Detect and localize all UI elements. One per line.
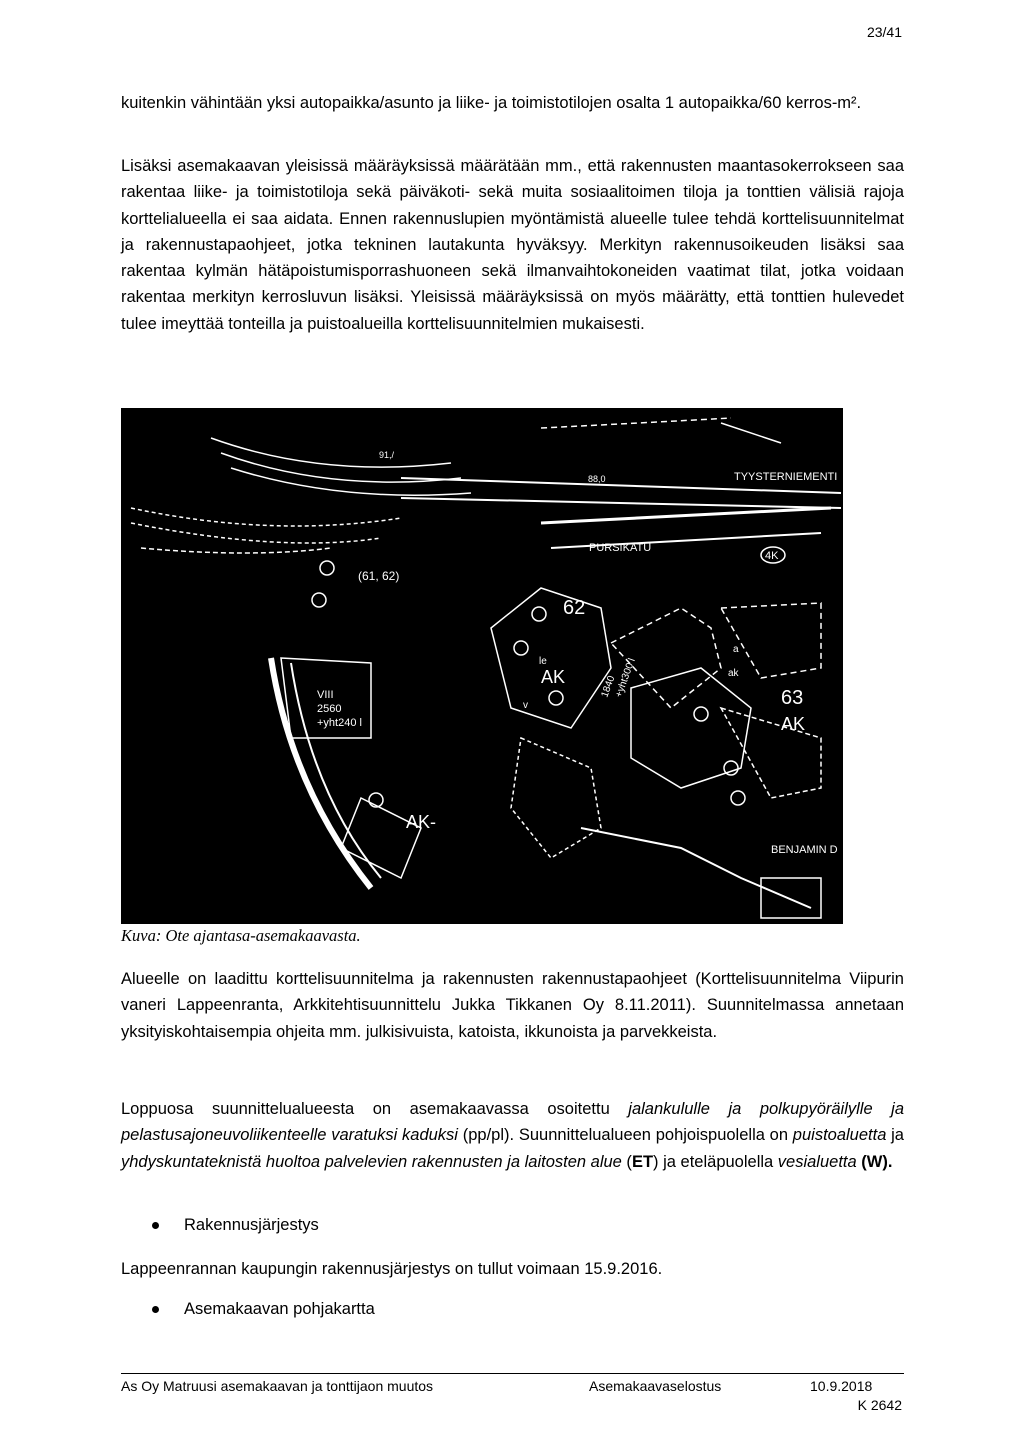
footer-document-type: Asemakaavaselostus <box>589 1378 722 1394</box>
map-label-block-63: 63 <box>781 687 804 709</box>
map-label-ak-2: AK <box>781 714 806 734</box>
bullet-dot <box>152 1306 159 1313</box>
map-label-4k: 4K <box>765 550 779 562</box>
map-label-pursikatu: PURSIKATU <box>589 542 652 554</box>
zoning-plan-map <box>121 408 843 924</box>
map-label-1840: 1840 <box>599 674 618 700</box>
map-label-ak-1: AK <box>541 667 566 687</box>
map-label-benjamin: BENJAMIN D <box>771 844 838 856</box>
map-label-2560: 2560 <box>317 703 342 715</box>
map-label-yht300: +yht300 l <box>613 656 638 700</box>
map-label-ak-small: ak <box>728 668 739 679</box>
map-label-a: a <box>733 644 739 655</box>
map-label-elevation-91: 91,/ <box>379 450 395 460</box>
footer-code: K 2642 <box>857 1397 902 1413</box>
paragraph-parking: kuitenkin vähintään yksi autopaikka/asunto ja liike- ja toimistotilojen osalta 1 autopaikka/60 kerros-m². <box>121 94 862 112</box>
map-label-viii: VIII <box>317 689 334 701</box>
map-label-elevation-88: 88,0 <box>588 474 606 484</box>
map-label-yht240: +yht240 l <box>317 717 362 729</box>
bullet-dot <box>152 1222 159 1229</box>
bullet-text: Asemakaavan pohjakartta <box>184 1300 375 1318</box>
map-label-le: le <box>539 656 547 667</box>
page-number: 23/41 <box>866 24 902 40</box>
map-label-ak-3: AK- <box>406 812 437 832</box>
paragraph-general-regulations: Lisäksi asemakaavan yleisissä määräyksissä määrätään mm., että rakennusten maantasokerrokseen saa rakentaa liike- ja toimistotiloja sekä päiväkoti- sekä muita sosiaalitoimen tiloja ja tonttien välisiä rajoja korttelialueella ei saa aidata. Ennen rakennuslupien myöntämistä alueelle tulee tehdä korttelisuunnitelmat ja rakennustapaohjeet, jotka tekninen lautakunta hyväksyy. Merkityn rakennusoikeuden lisäksi saa rakentaa kylmän hätäpoistumisporrashuoneen sekä ilmanvaihtokoneiden vaatimat tilat, jotka voidaan rakentaa merkityn kerrosluvun lisäksi. Yleisissä määräyksissä on myös määrätty, että tonttien hulevedet tulee imeyttää tonteilla ja puistoalueilla korttelisuunnitelmien mukaisesti. <box>121 157 904 333</box>
figure-caption: Kuva: Ote ajantasa-asemakaavasta. <box>121 926 361 945</box>
footer-date: 10.9.2018 <box>810 1378 873 1394</box>
bullet-text: Rakennusjärjestys <box>184 1216 319 1234</box>
map-label-tyysterniementi: TYYSTERNIEMENTI <box>734 471 838 483</box>
map-label-block-61-62: (61, 62) <box>358 569 400 583</box>
paragraph-block-plan: Alueelle on laadittu korttelisuunnitelma ja rakennusten rakennustapaohjeet (Korttelisuunnitelma Viipurin vaneri Lappeenranta, Arkkitehtisuunnittelu Jukka Tikkanen Oy 8.11.2011). Suunnitelmassa annetaan yksityiskohtaisempia ohjeita mm. julkisivuista, katoista, ikkunoista ja parvekkeista. <box>121 970 904 1041</box>
map-label-v: v <box>523 700 528 711</box>
map-label-block-62: 62 <box>563 597 586 619</box>
paragraph-building-code-date: Lappeenrannan kaupungin rakennusjärjestys on tullut voimaan 15.9.2016. <box>121 1260 663 1278</box>
paragraph-remaining-area: Loppuosa suunnittelualueesta on asemakaavassa osoitettu jalankululle ja polkupyöräilylle ja pelastusajoneuvoliikenteelle varatuksi kaduksi (pp/pl). Suunnittelualueen pohjoispuolella on puistoaluetta ja yhdyskuntateknistä huoltoa palvelevien rakennusten ja laitosten alue (ET) ja eteläpuolella vesialuetta (W). <box>121 1100 904 1171</box>
footer-divider <box>121 1373 904 1374</box>
footer-project-title: As Oy Matruusi asemakaavan ja tonttijaon muutos <box>121 1378 434 1394</box>
